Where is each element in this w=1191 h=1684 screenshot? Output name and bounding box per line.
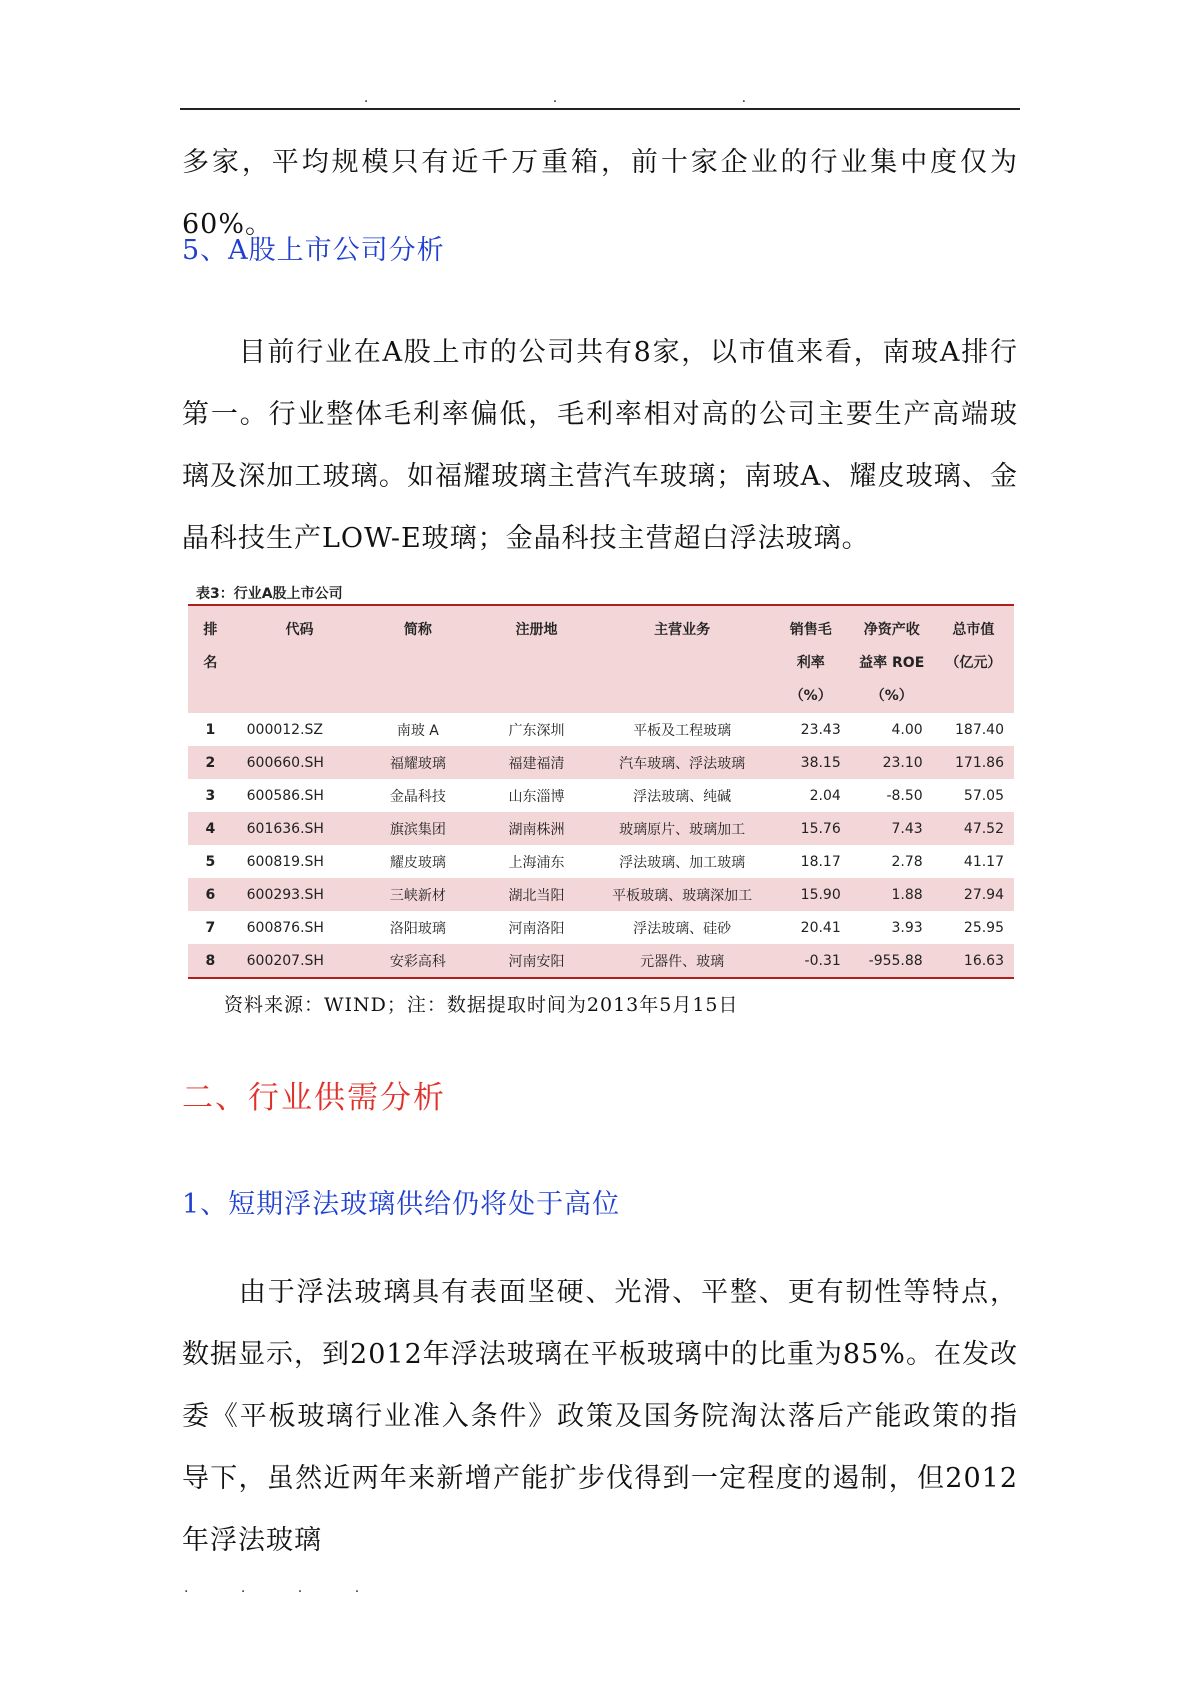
cell-name: 南玻 A [356, 713, 479, 746]
col-name: 简称 [356, 606, 479, 713]
cell-biz: 浮法玻璃、加工玻璃 [594, 845, 771, 878]
cell-code: 600876.SH [233, 911, 357, 944]
cell-reg: 湖北当阳 [479, 878, 593, 911]
table-row [188, 746, 1014, 779]
table-source-note: 资料来源：WIND；注：数据提取时间为2013年5月15日 [224, 994, 739, 1016]
cell-code: 600293.SH [233, 878, 357, 911]
cell-margin: 15.90 [771, 878, 851, 911]
table-row [188, 911, 1014, 944]
cell-roe: 7.43 [851, 812, 933, 845]
section-heading-a-share: 5、A股上市公司分析 [182, 235, 445, 266]
table-row [188, 845, 1014, 878]
section-heading-float-glass: 1、短期浮法玻璃供给仍将处于高位 [182, 1189, 621, 1220]
paragraph-a-share [182, 322, 1018, 570]
cell-biz: 平板及工程玻璃 [594, 713, 771, 746]
cell-name: 金晶科技 [356, 779, 479, 812]
cell-roe: 1.88 [851, 878, 933, 911]
cell-margin: 2.04 [771, 779, 851, 812]
cell-code: 600660.SH [233, 746, 357, 779]
cell-cap: 171.86 [933, 746, 1014, 779]
cell-name: 福耀玻璃 [356, 746, 479, 779]
cell-name: 三峡新材 [356, 878, 479, 911]
cell-reg: 福建福清 [479, 746, 593, 779]
table-row [188, 944, 1014, 977]
cell-name: 安彩高科 [356, 944, 479, 977]
cell-reg: 上海浦东 [479, 845, 593, 878]
cell-cap: 25.95 [933, 911, 1014, 944]
cell-margin: 20.41 [771, 911, 851, 944]
cell-roe: 2.78 [851, 845, 933, 878]
col-margin: 销售毛 利率 （%） [771, 606, 851, 713]
paragraph-float-glass-text: 由于浮法玻璃具有表面坚硬、光滑、平整、更有韧性等特点，数据显示，到2012年浮法玻璃在平板玻璃中的比重为85%。在发改委《平板玻璃行业准入条件》政策及国务院淘汰落后产能政策的指导下，虽然近两年来新增产能扩步伐得到一定程度的遏制，但2012年浮法玻璃 [182, 1277, 1018, 1556]
col-reg: 注册地 [479, 606, 593, 713]
footer-dots: . . . . [184, 1580, 384, 1596]
header-dots: . . . [363, 90, 837, 106]
cell-rank: 6 [188, 878, 233, 911]
cell-code: 600207.SH [233, 944, 357, 977]
cell-rank: 5 [188, 845, 233, 878]
cell-reg: 湖南株洲 [479, 812, 593, 845]
cell-code: 000012.SZ [233, 713, 357, 746]
cell-cap: 41.17 [933, 845, 1014, 878]
cell-roe: -8.50 [851, 779, 933, 812]
cell-margin: 18.17 [771, 845, 851, 878]
cell-margin: 15.76 [771, 812, 851, 845]
cell-cap: 57.05 [933, 779, 1014, 812]
table-row [188, 713, 1014, 746]
cell-rank: 3 [188, 779, 233, 812]
cell-reg: 河南安阳 [479, 944, 593, 977]
table-header-row [188, 606, 1014, 713]
cell-roe: 4.00 [851, 713, 933, 746]
paragraph-float-glass [182, 1262, 1018, 1572]
cell-biz: 浮法玻璃、硅砂 [594, 911, 771, 944]
cell-roe: 3.93 [851, 911, 933, 944]
chapter-heading-supply-demand: 二、行业供需分析 [182, 1080, 446, 1116]
cell-roe: 23.10 [851, 746, 933, 779]
cell-name: 旗滨集团 [356, 812, 479, 845]
cell-reg: 山东淄博 [479, 779, 593, 812]
cell-name: 洛阳玻璃 [356, 911, 479, 944]
cell-biz: 元器件、玻璃 [594, 944, 771, 977]
cell-rank: 8 [188, 944, 233, 977]
header-rule [180, 108, 1020, 110]
col-rank [188, 606, 233, 713]
table-title: 表3：行业A股上市公司 [196, 586, 343, 602]
cell-reg: 广东深圳 [479, 713, 593, 746]
cell-name: 耀皮玻璃 [356, 845, 479, 878]
col-code: 代码 [233, 606, 357, 713]
cell-cap: 187.40 [933, 713, 1014, 746]
cell-code: 600586.SH [233, 779, 357, 812]
col-rank-label: 排 名 [203, 622, 218, 671]
cell-rank: 7 [188, 911, 233, 944]
cell-biz: 浮法玻璃、纯碱 [594, 779, 771, 812]
cell-cap: 16.63 [933, 944, 1014, 977]
cell-margin: -0.31 [771, 944, 851, 977]
table-row [188, 878, 1014, 911]
table-row [188, 812, 1014, 845]
paragraph-intro: 多家，平均规模只有近千万重箱，前十家企业的行业集中度仅为60%。 [182, 147, 1018, 240]
cell-rank: 1 [188, 713, 233, 746]
cell-code: 601636.SH [233, 812, 357, 845]
cell-rank: 4 [188, 812, 233, 845]
cell-roe: -955.88 [851, 944, 933, 977]
cell-margin: 38.15 [771, 746, 851, 779]
col-biz: 主营业务 [594, 606, 771, 713]
cell-cap: 47.52 [933, 812, 1014, 845]
cell-reg: 河南洛阳 [479, 911, 593, 944]
col-cap: 总市值 （亿元） [933, 606, 1014, 713]
paragraph-a-share-text: 目前行业在A股上市的公司共有8家，以市值来看，南玻A排行第一。行业整体毛利率偏低，毛利率相对高的公司主要生产高端玻璃及深加工玻璃。如福耀玻璃主营汽车玻璃；南玻A、耀皮玻璃、金晶科技生产LOW-E玻璃；金晶科技主营超白浮法玻璃。 [182, 337, 1018, 554]
cell-biz: 玻璃原片、玻璃加工 [594, 812, 771, 845]
cell-code: 600819.SH [233, 845, 357, 878]
cell-margin: 23.43 [771, 713, 851, 746]
cell-cap: 27.94 [933, 878, 1014, 911]
cell-biz: 平板玻璃、玻璃深加工 [594, 878, 771, 911]
company-table [188, 604, 1014, 979]
cell-rank: 2 [188, 746, 233, 779]
col-roe: 净资产收 益率 ROE （%） [851, 606, 933, 713]
table-row [188, 779, 1014, 812]
cell-biz: 汽车玻璃、浮法玻璃 [594, 746, 771, 779]
